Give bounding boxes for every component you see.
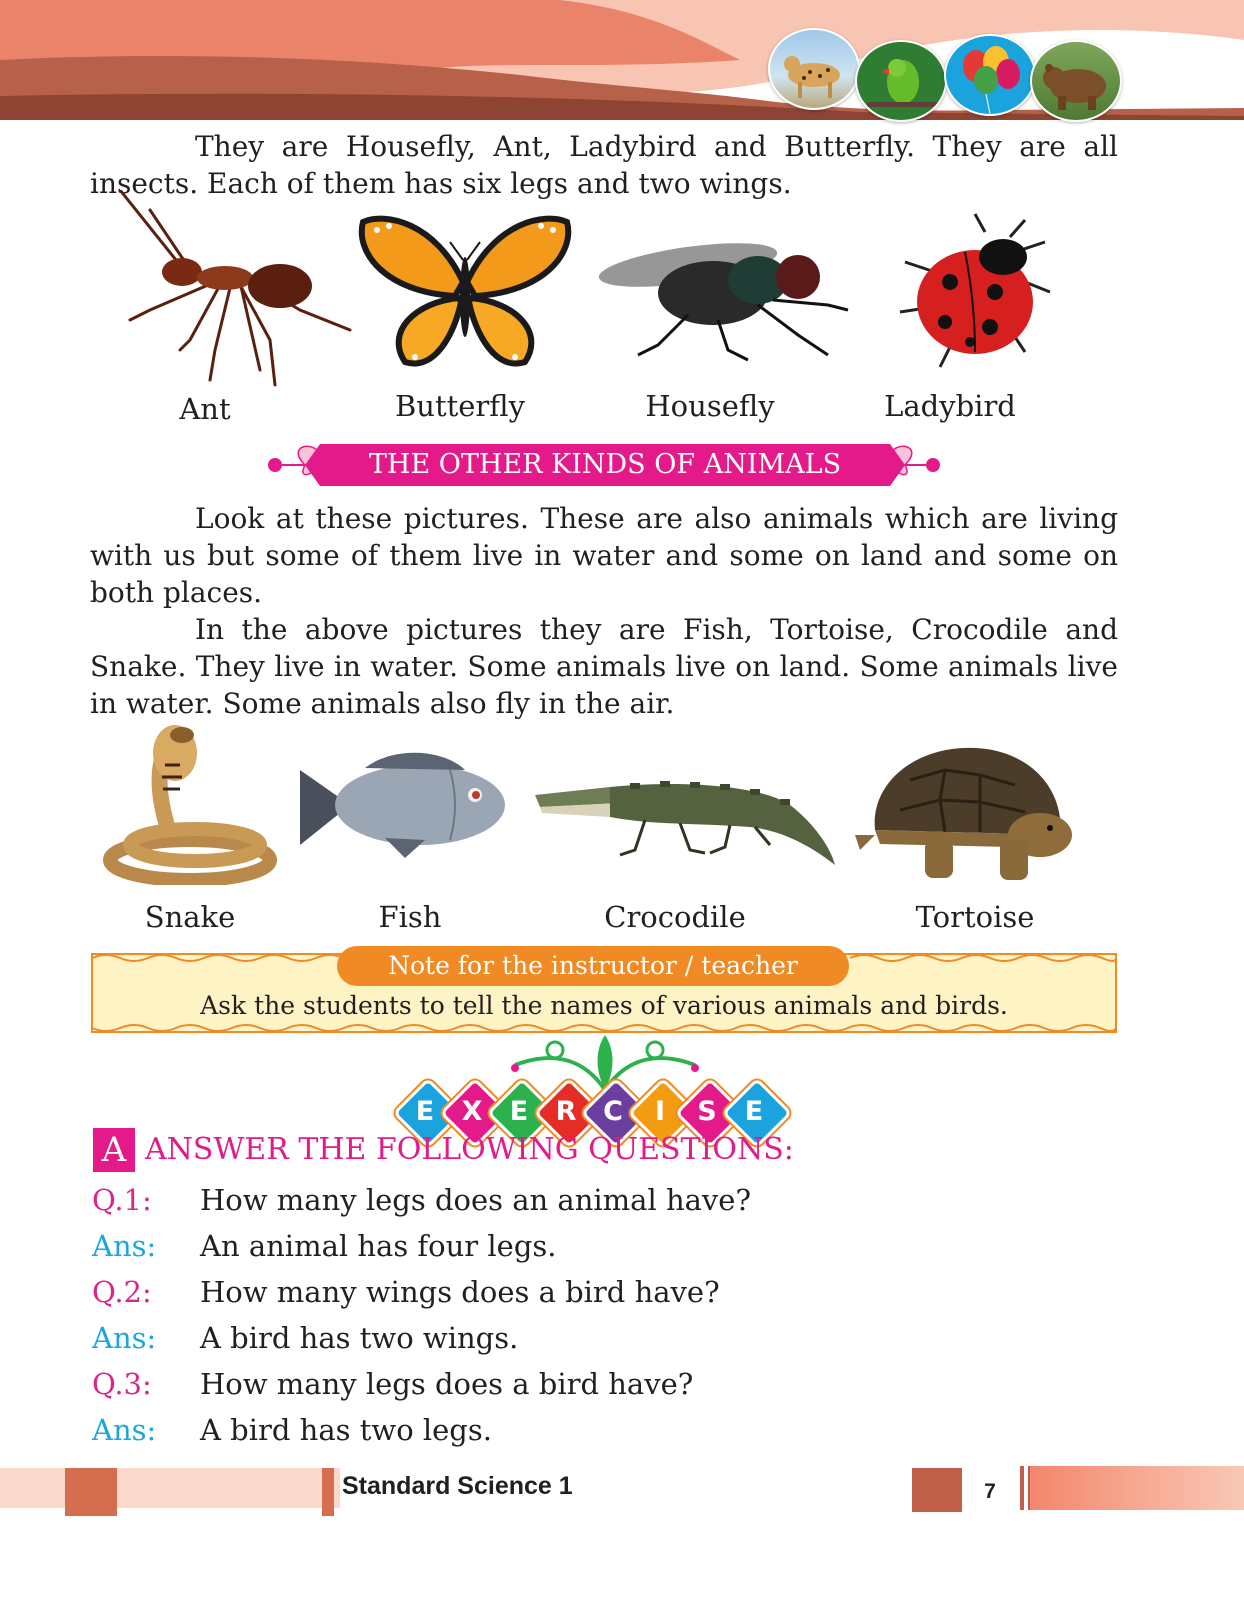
caption-fish: Fish — [378, 900, 442, 934]
crocodile-icon — [530, 765, 840, 875]
section-paragraphs — [90, 500, 1118, 722]
section-banner — [265, 440, 945, 490]
qa-label-q1: Q.1: — [92, 1183, 152, 1217]
exercise-letter-4: R — [555, 1096, 577, 1127]
exercise-letter-5: C — [603, 1096, 623, 1127]
footer-band-left — [0, 1468, 340, 1508]
qa-text-a1: An animal has four legs. — [200, 1229, 557, 1263]
qa-item-a3 — [92, 1407, 492, 1453]
note-title: Note for the instructor / teacher — [388, 951, 798, 980]
footer-bar-right — [1020, 1466, 1244, 1510]
snake-icon — [100, 725, 280, 885]
qa-text-q1: How many legs does an animal have? — [200, 1183, 752, 1217]
page-number: 7 — [984, 1480, 996, 1503]
qa-text-q2: How many wings does a bird have? — [200, 1275, 720, 1309]
caption-ladybird: Ladybird — [884, 389, 1016, 423]
balloons-thumbnail — [944, 34, 1036, 116]
exercise-letter-6: I — [654, 1096, 666, 1127]
caption-snake: Snake — [144, 900, 236, 934]
housefly-icon — [598, 215, 858, 365]
qa-label-a3: Ans: — [92, 1413, 157, 1447]
qa-item-a2 — [92, 1315, 518, 1361]
caption-butterfly: Butterfly — [394, 389, 526, 423]
footer-page-block — [912, 1468, 962, 1512]
note-text: Ask the students to tell the names of various animals and birds. — [200, 991, 1008, 1020]
caption-tortoise: Tortoise — [915, 900, 1035, 934]
ant-icon — [110, 190, 360, 390]
intro-paragraph: They are Housefly, Ant, Ladybird and Butterfly. They are all insects. Each of them has six legs and two wings. — [90, 130, 1118, 200]
qa-item-q1 — [92, 1177, 751, 1223]
exercise-letter-3: E — [509, 1096, 529, 1127]
caption-crocodile: Crocodile — [604, 900, 746, 934]
cheetah-thumbnail — [768, 28, 860, 110]
qa-item-q3 — [92, 1361, 693, 1407]
section-a-badge: A — [93, 1128, 135, 1172]
qa-text-q3: How many legs does a bird have? — [200, 1367, 694, 1401]
tortoise-icon — [850, 740, 1080, 890]
qa-label-q2: Q.2: — [92, 1275, 152, 1309]
parrot-thumbnail — [855, 40, 947, 122]
butterfly-icon — [355, 212, 575, 372]
qa-label-a1: Ans: — [92, 1229, 157, 1263]
exercise-letter-7: S — [697, 1096, 717, 1127]
section-a-heading: ANSWER THE FOLLOWING QUESTIONS: — [145, 1132, 794, 1167]
qa-text-a3: A bird has two legs. — [200, 1413, 492, 1447]
footer-block-left — [65, 1468, 117, 1516]
section-title: THE OTHER KINDS OF ANIMALS — [368, 449, 842, 480]
caption-ant: Ant — [179, 392, 231, 426]
footer-divider — [322, 1468, 334, 1516]
section-paragraph-2: In the above pictures they are Fish, Tortoise, Crocodile and Snake. They live in water. Some animals live on land. Some animals live in water. Some animals also fly in the air. — [90, 613, 1118, 720]
fish-icon — [295, 750, 515, 860]
qa-item-q2 — [92, 1269, 720, 1315]
ladybird-icon — [895, 212, 1055, 372]
qa-item-a1 — [92, 1223, 556, 1269]
page-footer — [0, 1462, 1244, 1512]
exercise-letter-8: E — [744, 1096, 764, 1127]
qa-text-a2: A bird has two wings. — [200, 1321, 519, 1355]
section-paragraph-1: Look at these pictures. These are also animals which are living with us but some of them live in water and some on land and some on both places. — [90, 502, 1118, 609]
exercise-letter-2: X — [461, 1096, 483, 1127]
caption-housefly: Housefly — [645, 389, 775, 423]
instructor-note-box — [90, 942, 1118, 1036]
qa-label-a2: Ans: — [92, 1321, 157, 1355]
qa-label-q3: Q.3: — [92, 1367, 152, 1401]
bear-thumbnail — [1030, 40, 1122, 122]
page-header — [0, 0, 1244, 120]
exercise-letter-1: E — [415, 1096, 435, 1127]
footer-book-title: Standard Science 1 — [342, 1472, 573, 1500]
